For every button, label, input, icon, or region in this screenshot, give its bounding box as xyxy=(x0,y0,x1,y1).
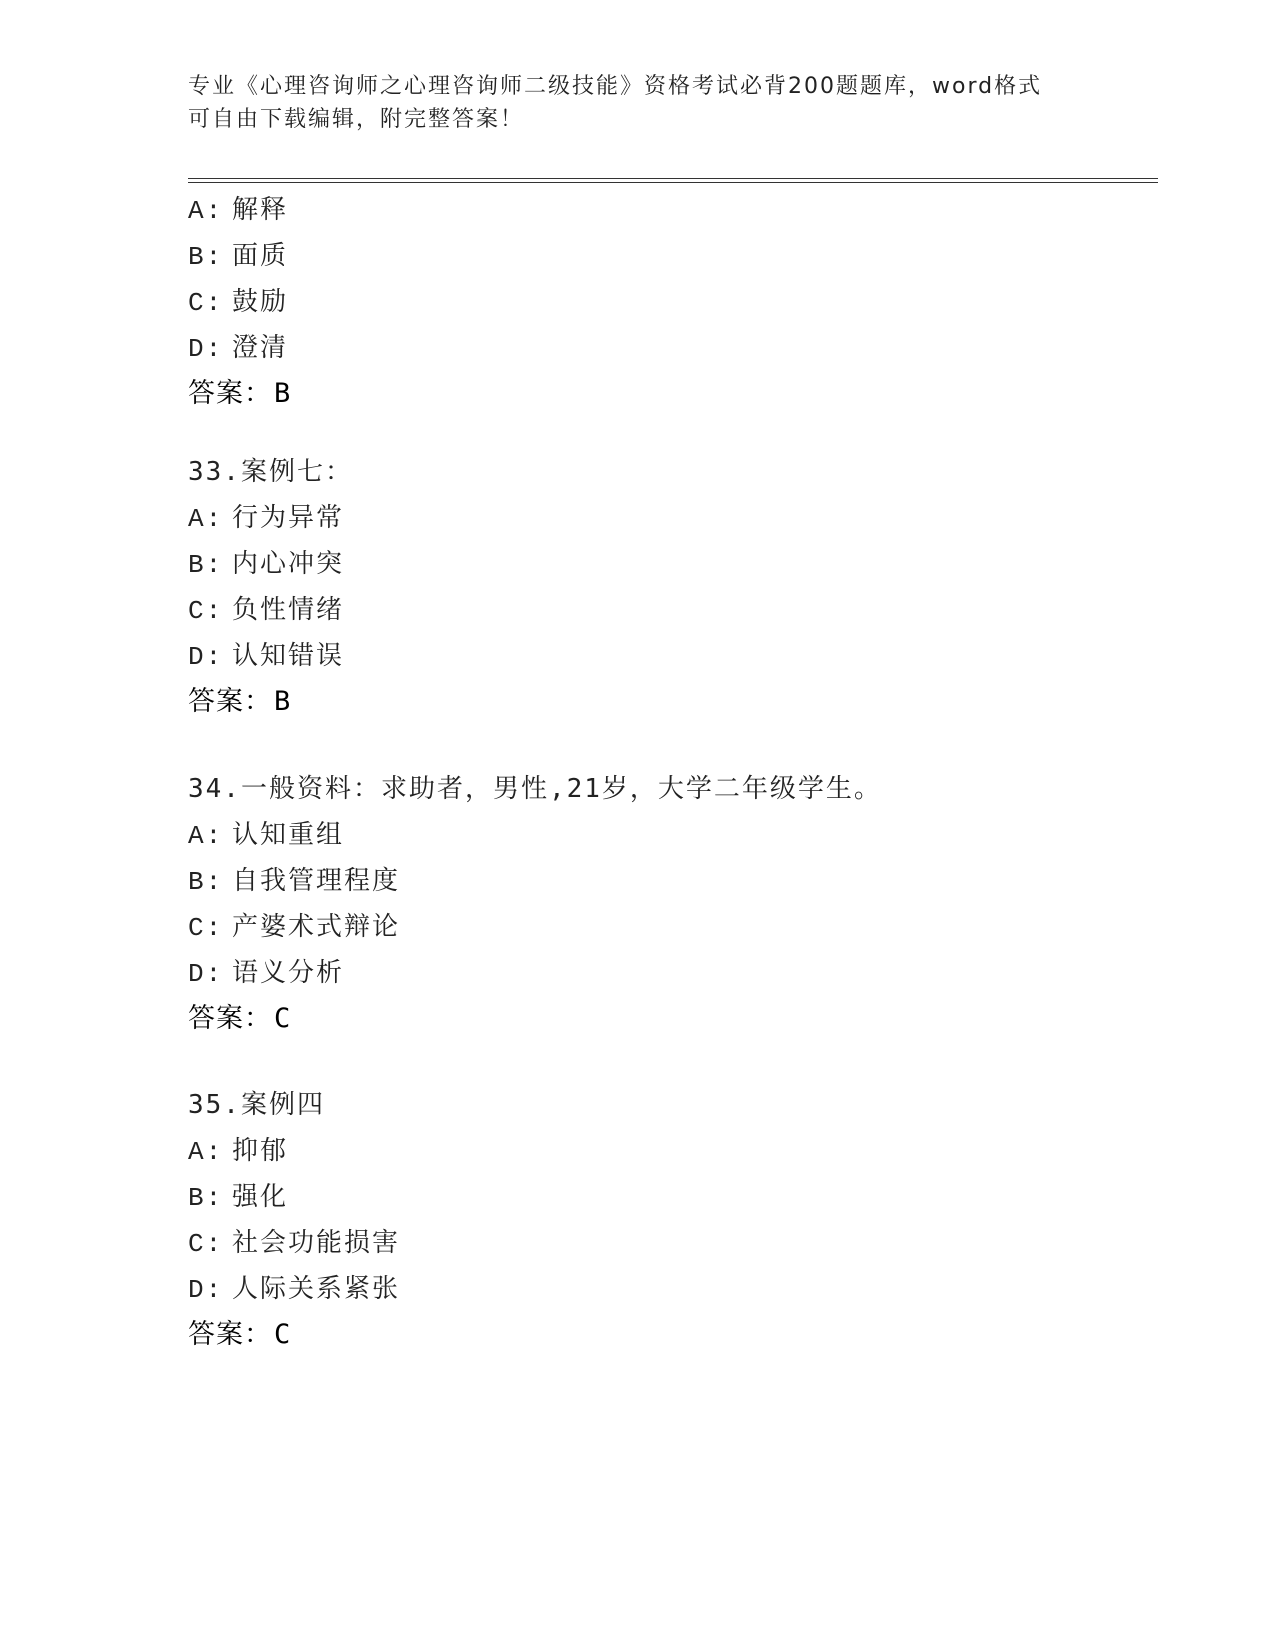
header-title-line-1: 专业《心理咨询师之心理咨询师二级技能》资格考试必背200题题库，word格式 xyxy=(188,74,1043,99)
option-text: 自我管理程度 xyxy=(232,866,401,896)
answer-label: 答案： xyxy=(188,1003,272,1034)
option-letter: B: xyxy=(188,867,224,897)
option-text: 内心冲突 xyxy=(232,549,345,579)
option-text: 认知错误 xyxy=(232,641,345,671)
option-text: 强化 xyxy=(232,1182,289,1212)
answer-label: 答案： xyxy=(188,1319,272,1350)
option-c xyxy=(188,279,1148,325)
option-c xyxy=(188,904,1148,950)
answer-value: B xyxy=(274,378,292,409)
question-34 xyxy=(188,766,1148,1042)
option-text: 负性情绪 xyxy=(232,595,345,625)
option-text: 澄清 xyxy=(232,333,289,363)
option-d xyxy=(188,950,1148,996)
question-stem: 34.一般资料：求助者，男性,21岁，大学二年级学生。 xyxy=(188,774,882,804)
answer-line xyxy=(188,1312,1148,1358)
option-c xyxy=(188,1220,1148,1266)
option-c xyxy=(188,587,1148,633)
answer-label: 答案： xyxy=(188,378,272,409)
option-a xyxy=(188,812,1148,858)
option-letter: A: xyxy=(188,1137,224,1167)
question-stem: 35.案例四 xyxy=(188,1090,325,1120)
option-letter: A: xyxy=(188,196,224,226)
option-text: 产婆术式辩论 xyxy=(232,912,401,942)
option-letter: B: xyxy=(188,550,224,580)
option-letter: B: xyxy=(188,1183,224,1213)
option-text: 面质 xyxy=(232,241,289,271)
option-text: 社会功能损害 xyxy=(232,1228,401,1258)
document-header xyxy=(188,70,1088,136)
option-b xyxy=(188,233,1148,279)
option-d xyxy=(188,325,1148,371)
question-33 xyxy=(188,449,1148,725)
option-letter: C: xyxy=(188,913,224,943)
question-35 xyxy=(188,1082,1148,1358)
header-divider-bottom xyxy=(188,182,1158,183)
option-b xyxy=(188,541,1148,587)
option-b xyxy=(188,1174,1148,1220)
answer-line xyxy=(188,996,1148,1042)
question-stem: 33.案例七： xyxy=(188,457,353,487)
option-text: 抑郁 xyxy=(232,1136,289,1166)
answer-line xyxy=(188,371,1148,417)
option-d xyxy=(188,1266,1148,1312)
option-text: 鼓励 xyxy=(232,287,289,317)
option-letter: B: xyxy=(188,242,224,272)
option-letter: D: xyxy=(188,959,224,989)
answer-value: C xyxy=(274,1003,292,1034)
option-b xyxy=(188,858,1148,904)
answer-value: C xyxy=(274,1319,292,1350)
option-letter: C: xyxy=(188,288,224,318)
answer-line xyxy=(188,679,1148,725)
option-text: 认知重组 xyxy=(232,820,345,850)
option-text: 人际关系紧张 xyxy=(232,1274,401,1304)
question-32-continuation xyxy=(188,187,1148,417)
option-a xyxy=(188,495,1148,541)
option-text: 解释 xyxy=(232,195,289,225)
answer-value: B xyxy=(274,686,292,717)
option-a xyxy=(188,1128,1148,1174)
answer-label: 答案： xyxy=(188,686,272,717)
option-letter: D: xyxy=(188,1275,224,1305)
option-letter: A: xyxy=(188,821,224,851)
header-divider-top xyxy=(188,178,1158,179)
option-d xyxy=(188,633,1148,679)
option-a xyxy=(188,187,1148,233)
option-letter: C: xyxy=(188,596,224,626)
option-letter: A: xyxy=(188,504,224,534)
header-title-line-2: 可自由下载编辑，附完整答案！ xyxy=(188,107,525,132)
option-letter: C: xyxy=(188,1229,224,1259)
option-text: 行为异常 xyxy=(232,503,345,533)
option-text: 语义分析 xyxy=(232,958,345,988)
option-letter: D: xyxy=(188,642,224,672)
option-letter: D: xyxy=(188,334,224,364)
